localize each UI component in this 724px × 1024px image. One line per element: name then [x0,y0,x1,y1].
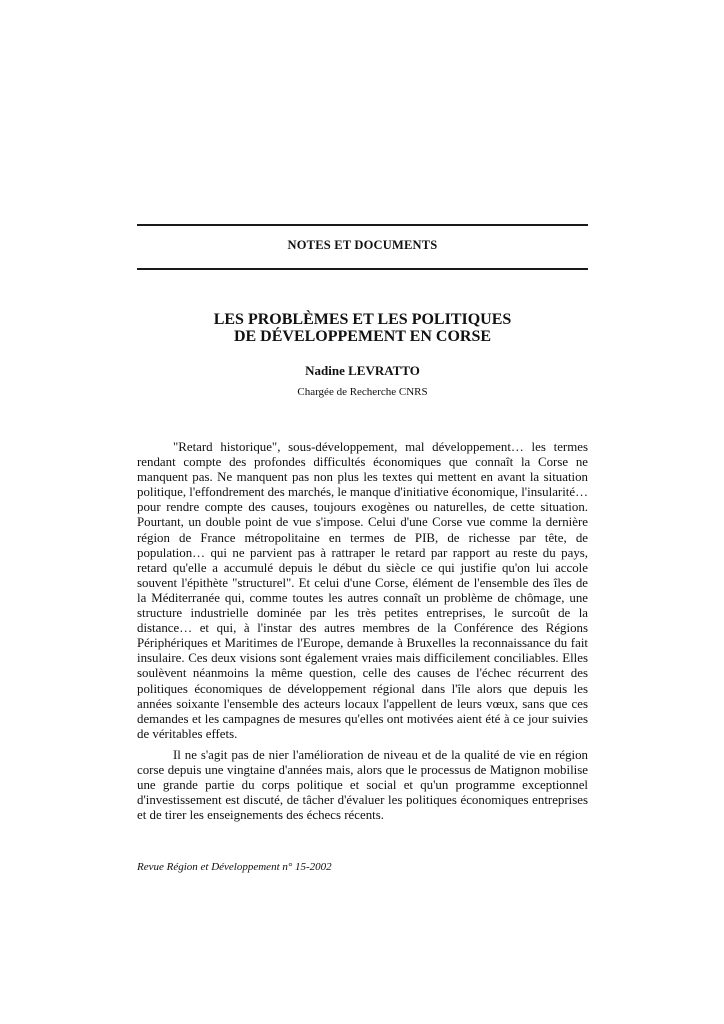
body-paragraph-2: Il ne s'agit pas de nier l'amélioration de niveau et de la qualité de vie en région corse depuis une vingtaine d'années mais, alors que le processus de Matignon mobilise une grande partie du corps politique et social et qu'un programme exceptionnel d'investissement est discuté, de tâcher d'évaluer les politiques économiques entreprises et de tirer les enseignements des échecs récents. [137,747,588,823]
author-affiliation: Chargée de Recherche CNRS [297,386,428,398]
article-title-line-1: LES PROBLÈMES ET LES POLITIQUES [213,311,512,328]
article-title-line-2: DE DÉVELOPPEMENT EN CORSE [233,328,492,345]
section-label: NOTES ET DOCUMENTS [287,238,438,252]
author-name: Nadine LEVRATTO [305,363,420,378]
journal-citation: Revue Région et Développement n° 15-2002 [137,861,332,873]
body-paragraph-1: "Retard historique", sous-développement, mal développement… les termes rendant compte des profondes difficultés économiques que connaît la Corse ne manquent pas. Ne manquent pas non plus les textes qui mettent en avant la situation politique, l'effondrement des marchés, le manque d'initiative économique, l'insularité… pour rendre compte des causes, toujours exogènes ou naturelles, de cette situation. Pourtant, un double point de vue s'impose. Celui d'une Corse vue comme la dernière région de France métropolitaine en termes de PIB, de richesse par tête, de population… qui ne parvient pas à rattraper le retard par rapport au reste du pays, retard qu'elle a accumulé depuis le début du siècle ce qui justifie qu'on lui accole souvent l'épithète "structurel". Et celui d'une Corse, élément de l'ensemble des îles de la Méditerranée qui, comme toutes les autres connaît un problème de chômage, une structure industrielle dominée par les très petites entreprises, le surcoût de la distance… et qui, à l'instar des autres membres de la Conférence des Régions Périphériques et Maritimes de l'Europe, demande à Bruxelles la reconnaissance du fait insulaire. Ces deux visions sont également vraies mais difficilement conciliables. Elles soulèvent néanmoins la même question, celle des causes de l'échec récurrent des politiques économiques de développement régional dans l'île alors que depuis les années soixante l'ensemble des acteurs locaux l'appellent de leurs vœux, sans que ces demandes et les campagnes de mesures qu'elles ont motivées aient été à ce jour suivies de véritables effets. [137,440,588,741]
article-title [137,311,588,345]
article-body [137,440,588,829]
header-rule-top [137,224,588,226]
header-rule-bottom [137,268,588,270]
